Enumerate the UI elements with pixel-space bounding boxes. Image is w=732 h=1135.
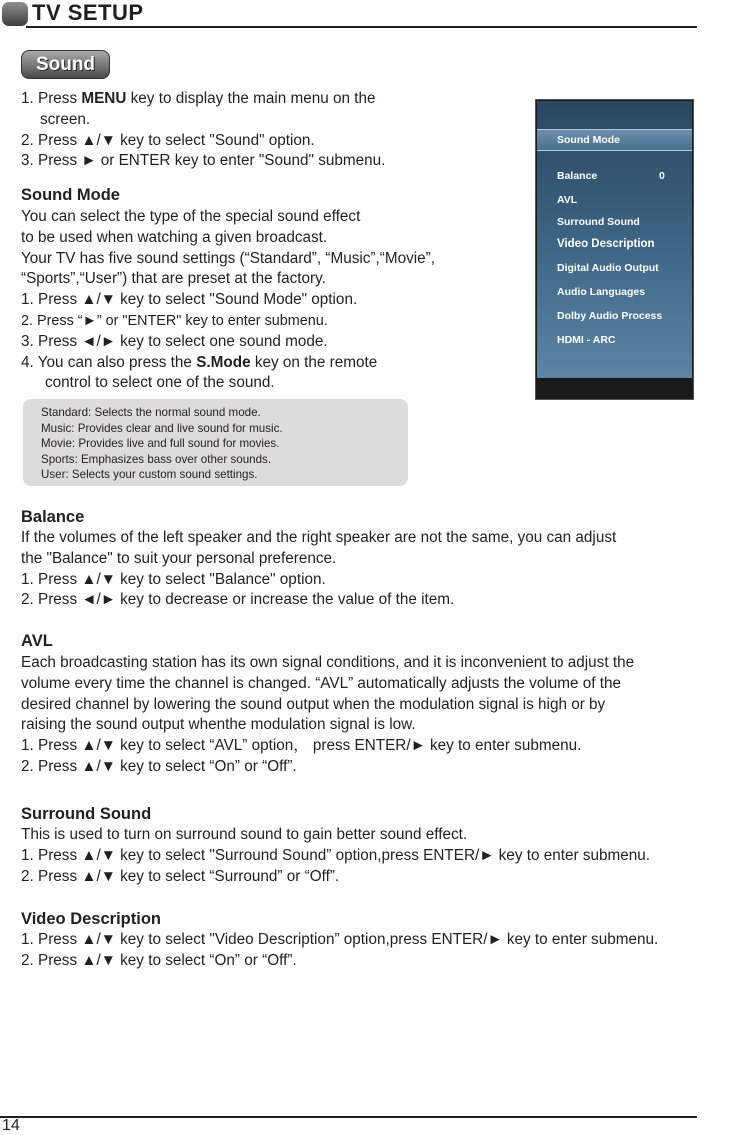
avl-body xyxy=(21,653,634,778)
intro-step-2: 2. Press ▲/▼ key to select "Sound" option. xyxy=(21,131,315,149)
tv-menu-item: HDMI - ARC xyxy=(557,334,616,346)
tv-menu-item: Audio Languages xyxy=(557,286,646,298)
sound-mode-step-4: 4. You can also press the S.Mode key on the remote xyxy=(21,353,378,371)
tv-menu-item: Surround Sound xyxy=(557,216,640,228)
video-description-body xyxy=(21,930,658,972)
balance-line: 2. Press ◄/► key to decrease or increase the value of the item. xyxy=(21,591,455,609)
sound-mode-line: Your TV has five sound settings (“Standard”, “Music”,“Movie”, xyxy=(21,249,436,267)
intro-steps xyxy=(21,89,385,172)
tv-menu-item: AVL xyxy=(557,194,578,206)
note-line: Music: Provides clear and live sound for music. xyxy=(41,421,283,435)
section-badge: Sound xyxy=(21,50,110,79)
balance-heading: Balance xyxy=(21,508,85,526)
avl-line: Each broadcasting station has its own signal conditions, and it is inconvenient to adjust the xyxy=(21,654,635,671)
sound-mode-line: to be used when watching a given broadcast. xyxy=(21,228,328,246)
video-description-line: 2. Press ▲/▼ key to select “On” or “Off”. xyxy=(21,951,297,969)
sound-mode-step-2: 2. Press “►” or "ENTER" key to enter submenu. xyxy=(21,312,328,329)
sound-mode-step-3: 3. Press ◄/► key to select one sound mode. xyxy=(21,332,328,350)
sound-mode-note xyxy=(23,399,408,486)
note-line: Standard: Selects the normal sound mode. xyxy=(41,406,261,419)
tv-menu-panel xyxy=(537,101,692,378)
tv-sound-menu xyxy=(535,99,694,400)
sound-mode-line: You can select the type of the special sound effect xyxy=(21,208,361,225)
sound-mode-line: 1. Press ▲/▼ key to select "Sound Mode" option. xyxy=(21,291,358,309)
surround-line: 2. Press ▲/▼ key to select “Surround” or “Off”. xyxy=(21,867,340,885)
avl-line: 2. Press ▲/▼ key to select “On” or “Off”. xyxy=(21,757,297,775)
sound-mode-body xyxy=(21,207,435,394)
tv-menu-item: Dolby Audio Process xyxy=(557,310,663,322)
tv-menu-item: Sound Mode xyxy=(557,134,620,146)
header-icon xyxy=(2,2,28,26)
avl-line: volume every time the channel is changed. “AVL” automatically adjusts the volume of the xyxy=(21,674,622,692)
avl-heading: AVL xyxy=(21,632,53,650)
intro-step-1-cont: screen. xyxy=(40,110,91,128)
balance-line: 1. Press ▲/▼ key to select "Balance" option. xyxy=(21,570,326,588)
header-divider xyxy=(26,26,697,28)
surround-line: 1. Press ▲/▼ key to select "Surround Sound” option,press ENTER/► key to enter submenu. xyxy=(21,846,651,864)
balance-body xyxy=(21,528,616,611)
intro-step-3: 3. Press ► or ENTER key to enter "Sound" submenu. xyxy=(21,152,386,170)
sound-mode-line: “Sports”,“User”) that are preset at the factory. xyxy=(21,270,326,288)
note-line: Sports: Emphasizes bass over other sounds. xyxy=(41,452,272,466)
tv-menu-balance-value: 0 xyxy=(659,170,665,182)
surround-heading: Surround Sound xyxy=(21,805,152,823)
surround-body xyxy=(21,825,650,887)
balance-line: If the volumes of the left speaker and the right speaker are not the same, you can adjust xyxy=(21,529,617,546)
avl-line: desired channel by lowering the sound output when the modulation signal is high or by xyxy=(21,695,606,713)
tv-menu-item: Video Description xyxy=(557,238,655,250)
tv-menu-item: Balance xyxy=(557,170,598,182)
footer-divider xyxy=(0,1116,697,1118)
avl-line: 1. Press ▲/▼ key to select “AVL” option， press ENTER/► key to enter submenu. xyxy=(21,737,582,755)
page-title: TV SETUP xyxy=(32,0,144,25)
balance-line: the "Balance" to suit your personal preference. xyxy=(21,549,337,567)
page-number: 14 xyxy=(2,1117,20,1134)
surround-line: This is used to turn on surround sound to gain better sound effect. xyxy=(21,826,468,843)
note-line: User: Selects your custom sound settings. xyxy=(41,468,258,482)
sound-mode-step-4-cont: control to select one of the sound. xyxy=(45,374,275,392)
intro-step-1: 1. Press MENU key to display the main menu on the xyxy=(21,90,376,107)
video-description-line: 1. Press ▲/▼ key to select "Video Description” option,press ENTER/► key to enter submenu. xyxy=(21,931,659,948)
tv-menu-item: Digital Audio Output xyxy=(557,262,659,274)
avl-line: raising the sound output whenthe modulation signal is low. xyxy=(21,716,416,734)
note-line: Movie: Provides live and full sound for movies. xyxy=(41,437,280,451)
video-description-heading: Video Description xyxy=(21,910,161,928)
sound-mode-heading: Sound Mode xyxy=(21,186,120,204)
